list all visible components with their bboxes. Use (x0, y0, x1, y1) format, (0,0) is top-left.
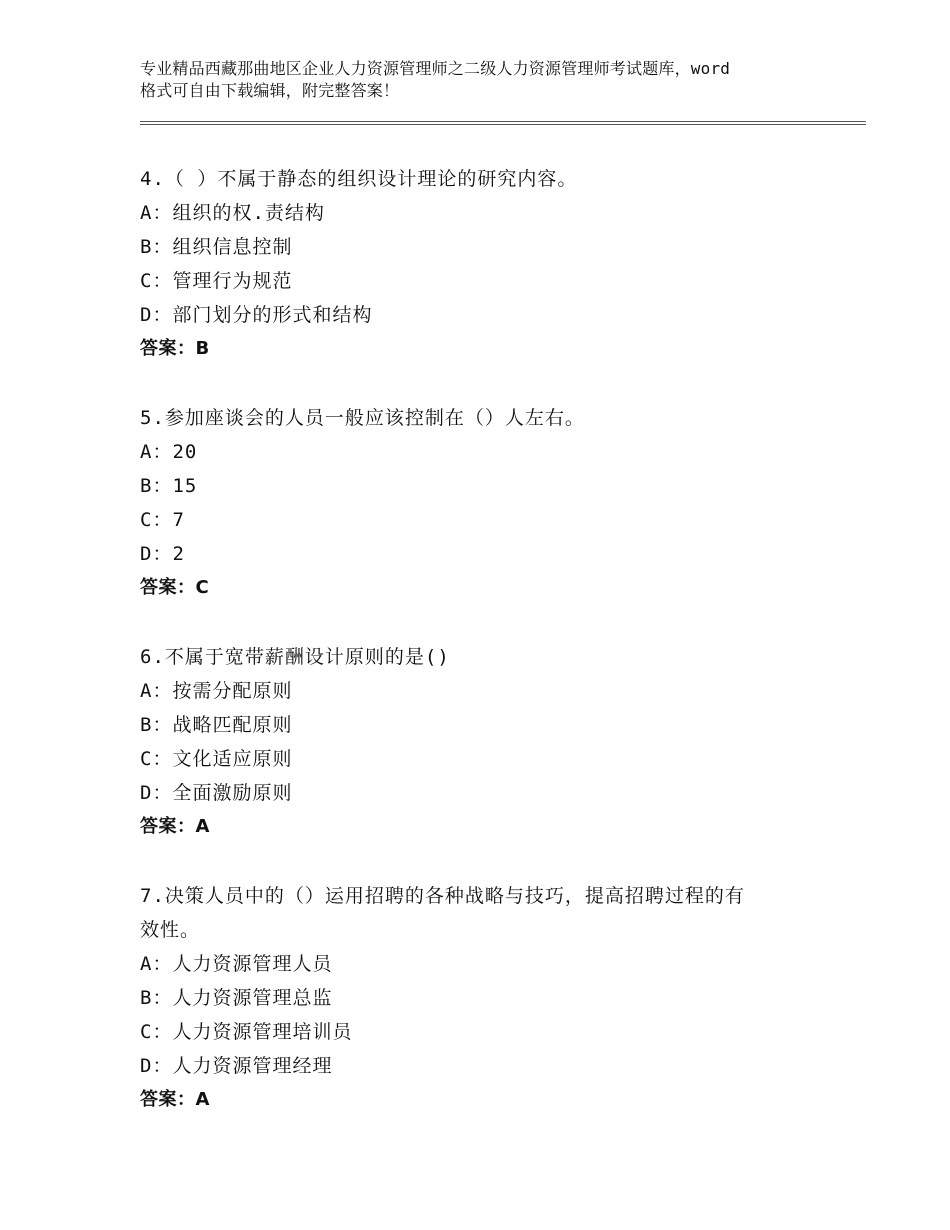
option-d: D：人力资源管理经理 (140, 1055, 333, 1077)
option-a: A：按需分配原则 (140, 680, 293, 702)
option-c: C：管理行为规范 (140, 270, 293, 292)
header-line-1: 专业精品西藏那曲地区企业人力资源管理师之二级人力资源管理师考试题库，word (140, 59, 731, 78)
question-stem: 4.（ ）不属于静态的组织设计理论的研究内容。 (140, 168, 578, 190)
option-a: A：人力资源管理人员 (140, 953, 333, 975)
option-d: D：全面激励原则 (140, 782, 293, 804)
answer: 答案：A (140, 1089, 210, 1110)
question-stem-continued: 效性。 (140, 919, 201, 941)
option-b: B：组织信息控制 (140, 236, 293, 258)
option-d: D：部门划分的形式和结构 (140, 304, 373, 326)
answer: 答案：B (140, 338, 210, 359)
header-line-2: 格式可自由下载编辑，附完整答案！ (140, 81, 400, 100)
option-d: D：2 (140, 543, 185, 565)
question-6 (140, 640, 840, 844)
question-stem: 6.不属于宽带薪酬设计原则的是() (140, 646, 450, 668)
document-header (140, 58, 840, 102)
option-b: B：人力资源管理总监 (140, 987, 333, 1009)
option-c: C：7 (140, 509, 185, 531)
option-a: A：20 (140, 441, 198, 463)
answer: 答案：A (140, 816, 210, 837)
option-c: C：文化适应原则 (140, 748, 293, 770)
option-a: A：组织的权.责结构 (140, 202, 325, 224)
option-b: B：战略匹配原则 (140, 714, 293, 736)
question-stem: 7.决策人员中的（）运用招聘的各种战略与技巧，提高招聘过程的有 (140, 885, 745, 907)
question-5 (140, 401, 840, 605)
option-b: B：15 (140, 475, 198, 497)
option-c: C：人力资源管理培训员 (140, 1021, 353, 1043)
question-4 (140, 162, 840, 366)
question-7 (140, 879, 840, 1117)
header-divider-bottom (140, 124, 866, 125)
question-stem: 5.参加座谈会的人员一般应该控制在（）人左右。 (140, 407, 585, 429)
header-divider-top (140, 121, 866, 122)
answer: 答案：C (140, 577, 210, 598)
